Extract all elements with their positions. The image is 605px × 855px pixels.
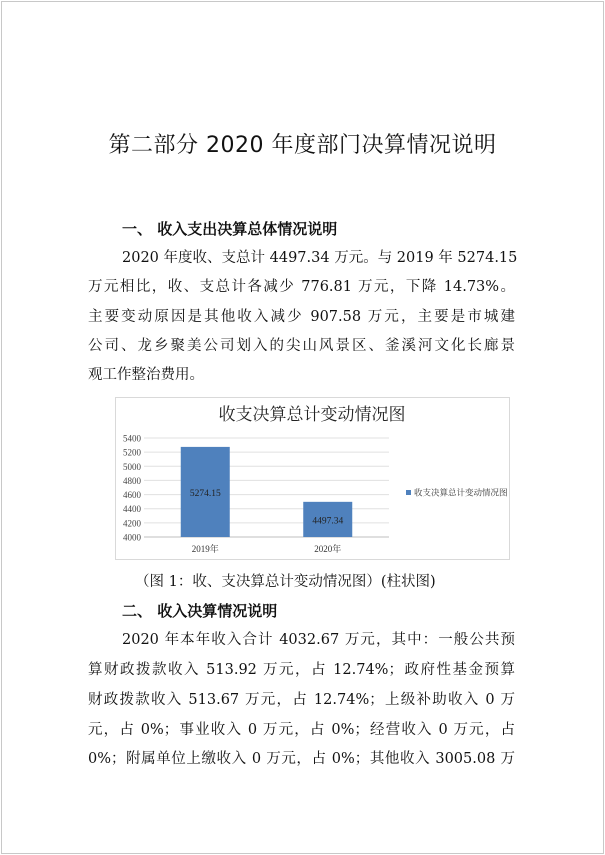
section2-line: 算财政拨款收入 513.92 万元，占 12.74%；政府性基金预算 xyxy=(88,662,515,678)
x-tick-label: 2020年 xyxy=(314,544,342,554)
y-tick-label: 4000 xyxy=(123,532,141,543)
bar-data-label: 4497.34 xyxy=(312,516,344,527)
chart-title: 收支决算总计变动情况图 xyxy=(218,405,406,425)
section1-line: 2020 年度收、支总计 4497.34 万元。与 2019 年 5274.15 xyxy=(122,250,518,266)
y-tick-label: 5200 xyxy=(123,447,141,458)
section2-line: 元，占 0%；事业收入 0 万元，占 0%；经营收入 0 万元，占 xyxy=(88,722,515,738)
section2-line: 2020 年本年收入合计 4032.67 万元，其中：一般公共预 xyxy=(122,632,515,648)
section2-line: 财政拨款收入 513.67 万元，占 12.74%；上级补助收入 0 万 xyxy=(88,692,515,708)
y-tick-label: 5000 xyxy=(123,461,141,472)
y-tick-label: 4800 xyxy=(123,475,141,486)
bar-chart xyxy=(115,397,510,560)
section1-line: 万元相比，收、支总计各减少 776.81 万元，下降 14.73%。 xyxy=(88,279,515,295)
section1-heading: 一、 收入支出决算总体情况说明 xyxy=(122,220,338,238)
section2-line: 0%；附属单位上缴收入 0 万元，占 0%；其他收入 3005.08 万 xyxy=(88,751,515,767)
page-title: 第二部分 2020 年度部门决算情况说明 xyxy=(108,133,497,158)
bar-data-label: 5274.15 xyxy=(189,488,221,499)
x-tick-label: 2019年 xyxy=(191,544,219,554)
chart-caption: （图 1：收、支决算总计变动情况图）(柱状图) xyxy=(135,574,436,590)
chart-svg xyxy=(116,398,509,559)
section2-heading: 二、 收入决算情况说明 xyxy=(122,602,278,620)
y-tick-label: 4400 xyxy=(123,504,141,515)
y-tick-label: 5400 xyxy=(123,433,141,444)
section1-line: 观工作整治费用。 xyxy=(88,367,204,383)
section1-line: 主要变动原因是其他收入减少 907.58 万元，主要是市城建 xyxy=(88,309,515,325)
y-tick-label: 4600 xyxy=(123,490,141,501)
legend-swatch xyxy=(406,490,411,495)
section1-line: 公司、龙乡聚美公司划入的尖山风景区、釜溪河文化长廊景 xyxy=(88,338,515,354)
legend-label: 收支决算总计变动情况图 xyxy=(414,488,508,499)
y-tick-label: 4200 xyxy=(123,518,141,529)
